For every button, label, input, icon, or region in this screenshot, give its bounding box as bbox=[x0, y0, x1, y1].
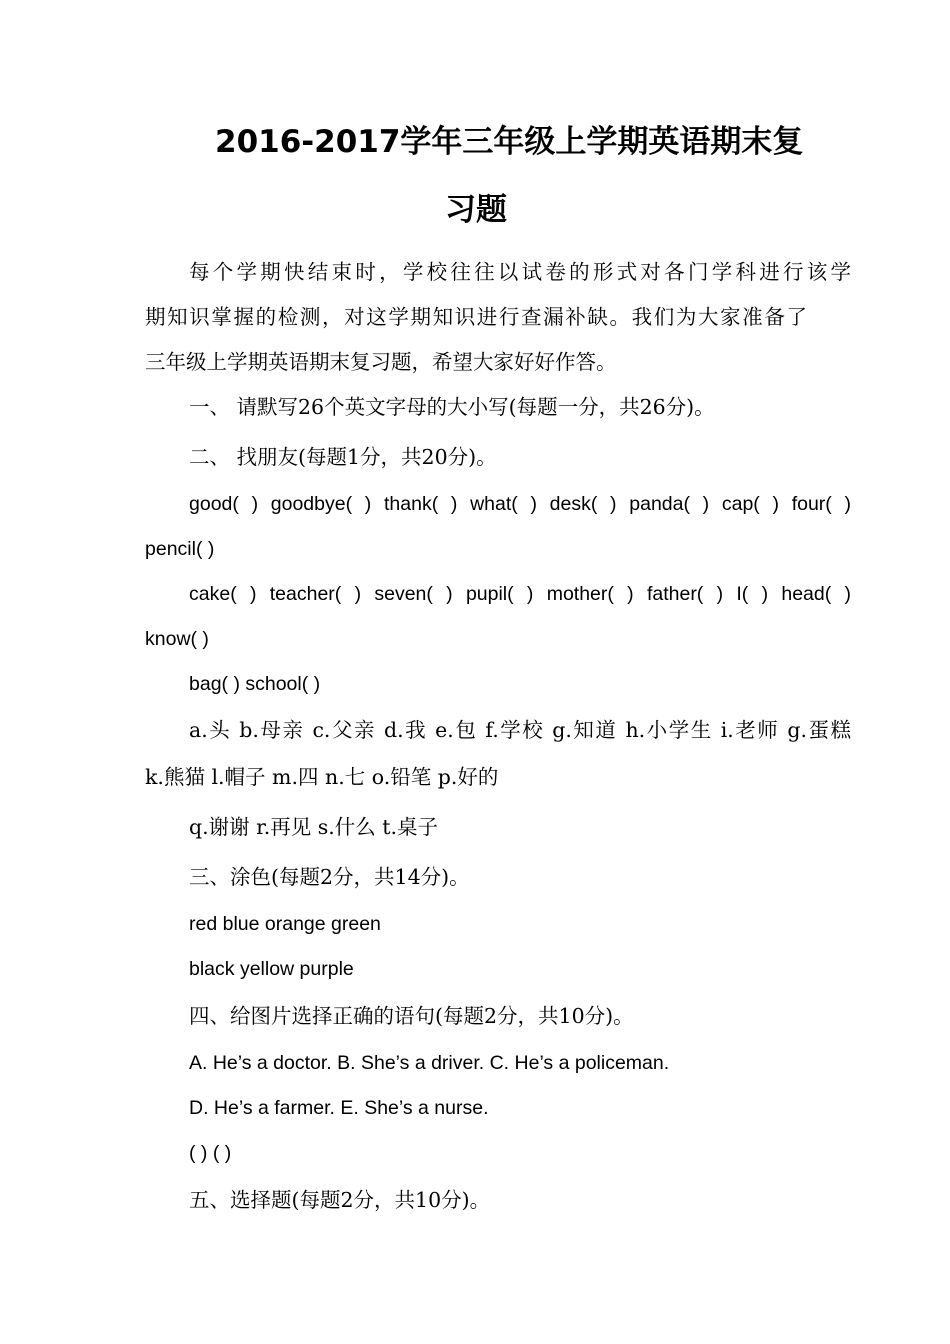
intro-paragraph-line2: 期知识掌握的检测，对这学期知识进行查漏补缺。我们为大家准备了 bbox=[145, 305, 807, 329]
answer-blanks: ( ) ( ) bbox=[189, 1142, 232, 1164]
options-row2: q.谢谢 r.再见 s.什么 t.桌子 bbox=[189, 815, 439, 839]
word-list-row1: good( ) goodbye( ) thank( ) what( ) desk( ) panda( ) cap( ) four( ) bbox=[189, 493, 851, 515]
word-list-row1-cont: pencil( ) bbox=[145, 538, 215, 560]
word-list-row3: bag( ) school( ) bbox=[189, 673, 321, 695]
colors-row1: red blue orange green bbox=[189, 913, 381, 935]
section-2-heading: 二、 找朋友(每题1分，共20分)。 bbox=[189, 445, 497, 469]
colors-row2: black yellow purple bbox=[189, 958, 354, 980]
section-1-heading: 一、 请默写26个英文字母的大小写(每题一分，共26分)。 bbox=[189, 395, 715, 419]
section-5-heading: 五、选择题(每题2分，共10分)。 bbox=[189, 1188, 491, 1212]
options-row1: a.头 b.母亲 c.父亲 d.我 e.包 f.学校 g.知道 h.小学生 i.老师 g.蛋糕 bbox=[189, 718, 851, 742]
options-row1-cont: k.熊猫 l.帽子 m.四 n.七 o.铅笔 p.好的 bbox=[145, 765, 499, 789]
sentences-row2: D. He’s a farmer. E. She’s a nurse. bbox=[189, 1097, 489, 1119]
intro-paragraph-line1: 每个学期快结束时，学校往往以试卷的形式对各门学科进行该学 bbox=[189, 260, 851, 284]
document-title-line1: 2016-2017学年三年级上学期英语期末复 bbox=[215, 124, 804, 160]
section-4-heading: 四、给图片选择正确的语句(每题2分，共10分)。 bbox=[189, 1004, 634, 1028]
word-list-row2: cake( ) teacher( ) seven( ) pupil( ) mother( ) father( ) I( ) head( ) bbox=[189, 583, 851, 605]
section-3-heading: 三、涂色(每题2分，共14分)。 bbox=[189, 865, 470, 889]
intro-paragraph-line3: 三年级上学期英语期末复习题，希望大家好好作答。 bbox=[145, 350, 617, 374]
sentences-row1: A. He’s a doctor. B. She’s a driver. C. He’s a policeman. bbox=[189, 1052, 670, 1074]
document-title-line2: 习题 bbox=[445, 192, 507, 228]
word-list-row2-cont: know( ) bbox=[145, 628, 209, 650]
